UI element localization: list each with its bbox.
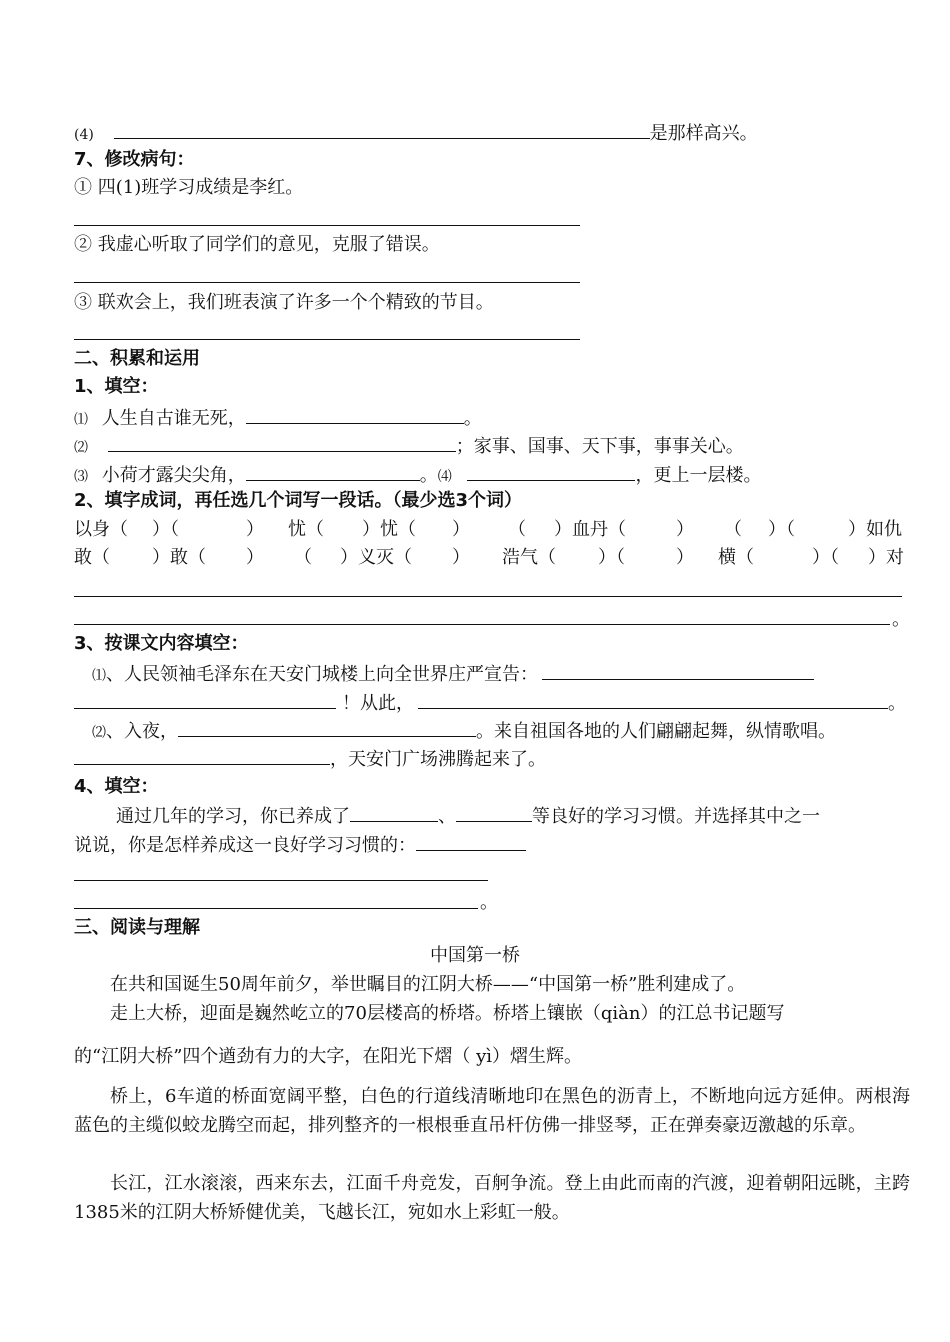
- fill1-heading: 1、填空：: [74, 376, 159, 397]
- q7-item-3: ③ 联欢会上，我们班表演了许多一个个精致的节目。: [74, 292, 494, 313]
- item-text-mid: 。: [419, 465, 438, 486]
- answer-line[interactable]: [74, 624, 890, 625]
- word-cell: 忧（: [288, 519, 324, 540]
- item-text: 说说，你是怎样养成这一良好学习习惯的：: [74, 835, 416, 856]
- answer-blank[interactable]: [416, 830, 526, 851]
- item-number: ⑵: [92, 725, 106, 741]
- q2-heading: 2、填字成词，再任选几个词写一段话。（最少选3个词）: [74, 490, 523, 511]
- item-text: 是那样高兴。: [649, 123, 758, 144]
- word-cell: 浩气（: [502, 547, 556, 568]
- item-text-end: 。: [888, 693, 906, 714]
- q3-para-1-cont: [74, 688, 906, 718]
- item-text: 。来自祖国各地的人们翩翩起舞，纵情歌唱。: [476, 721, 836, 742]
- item-number: ⑴: [92, 668, 106, 684]
- q4-line-2: [74, 830, 526, 860]
- item-number: ⑶: [74, 469, 88, 485]
- answer-blank[interactable]: [114, 118, 650, 139]
- item-number: ⑴: [74, 412, 88, 428]
- word-cell: ）对: [868, 547, 904, 568]
- answer-blank[interactable]: [456, 801, 532, 822]
- answer-line[interactable]: [74, 339, 580, 340]
- fill1-line-2: [74, 431, 744, 462]
- answer-blank[interactable]: [246, 403, 464, 424]
- q4-end-mark: 。: [480, 892, 498, 913]
- reading-paragraph-2a: 走上大桥，迎面是巍然屹立的70层楼高的桥塔。桥塔上镶嵌（qiàn）的江总书记题写: [110, 1003, 785, 1024]
- word-cell: ）: [452, 519, 470, 540]
- word-cell: ）如仇: [848, 519, 902, 540]
- word-cell: ）: [452, 547, 470, 568]
- item-text: ，天安门广场沸腾起来了。: [330, 749, 546, 770]
- answer-blank[interactable]: [108, 431, 456, 452]
- item-text: ，更上一层楼。: [635, 465, 762, 486]
- reading-paragraph-4: 长江，江水滚滚，西来东去，江面千舟竞发，百舸争流。登上由此而南的汽渡，迎着朝阳远眺，主跨1385米的江阴大桥矫健优美，飞越长江，宛如水上彩虹一般。: [74, 1173, 910, 1223]
- word-cell: （: [724, 519, 742, 540]
- item-number: ⑵: [74, 440, 88, 456]
- q4-line-1: [116, 801, 820, 831]
- word-cell: ）（: [812, 547, 839, 568]
- word-cell: ）（: [152, 519, 179, 540]
- answer-line[interactable]: [74, 880, 488, 881]
- word-cell: 敢（: [74, 547, 110, 568]
- reading-title: 中国第一桥: [430, 945, 520, 966]
- answer-blank[interactable]: [74, 744, 330, 765]
- word-cell: ）（: [768, 519, 795, 540]
- q4-heading: 4、填空：: [74, 776, 159, 797]
- q3-para-1: [92, 659, 814, 690]
- word-cell: 横（: [718, 547, 754, 568]
- word-cell: ）: [676, 547, 694, 568]
- word-cell: ）（: [598, 547, 625, 568]
- word-cell: （: [294, 547, 312, 568]
- answer-line[interactable]: [74, 596, 902, 597]
- answer-blank[interactable]: [246, 460, 420, 481]
- answer-line[interactable]: [74, 282, 580, 283]
- fill1-line-1: [74, 403, 482, 434]
- q3-para-2: [92, 716, 836, 747]
- section3-heading: 三、阅读与理解: [74, 917, 200, 938]
- word-cell: 以身（: [74, 519, 128, 540]
- q7-item-1: ① 四(1)班学习成绩是李红。: [74, 177, 304, 198]
- q2-end-mark: 。: [892, 609, 910, 630]
- reading-paragraph-1: 在共和国诞生50周年前夕，举世瞩目的江阴大桥——“中国第一桥”胜利建成了。: [110, 974, 746, 995]
- q3-para-2-cont: [74, 744, 546, 774]
- reading-paragraph-2b: 的“江阴大桥”四个遒劲有力的大字，在阳光下熠（ yì）熠生辉。: [74, 1046, 583, 1067]
- item-text: 小荷才露尖尖角，: [101, 465, 246, 486]
- item-text: 通过几年的学习，你已养成了: [116, 806, 350, 827]
- answer-line[interactable]: [74, 225, 580, 226]
- section2-heading: 二、积累和运用: [74, 348, 200, 369]
- word-cell: ）忧（: [362, 519, 416, 540]
- reading-paragraph-3: 桥上，6车道的桥面宽阔平整，白色的行道线清晰地印在黑色的沥青上，不断地向远方延伸。两根海蓝色的主缆似蛟龙腾空而起，排列整齐的一根根垂直吊杆仿佛一排竖琴，正在弹奏豪迈激越的乐章。: [74, 1086, 910, 1136]
- answer-blank[interactable]: [74, 688, 336, 709]
- item-text: 人生自古谁无死，: [101, 408, 246, 429]
- answer-blank[interactable]: [418, 688, 888, 709]
- item-text: ！从此，: [342, 693, 414, 714]
- word-cell: （: [508, 519, 526, 540]
- item-text: 等良好的学习习惯。并选择其中之一: [532, 806, 820, 827]
- word-cell: ）敢（: [152, 547, 206, 568]
- word-cell: ）: [246, 519, 264, 540]
- answer-blank[interactable]: [350, 801, 438, 822]
- q3-heading: 3、按课文内容填空：: [74, 633, 249, 654]
- item-text: 、: [438, 806, 456, 827]
- answer-line[interactable]: [74, 908, 478, 909]
- item-text: 、入夜，: [106, 721, 178, 742]
- answer-blank[interactable]: [467, 460, 635, 481]
- q6-item-4: [74, 118, 758, 149]
- item-number: ⑷: [437, 469, 452, 485]
- item-text-end: 。: [463, 408, 482, 429]
- answer-blank[interactable]: [542, 659, 814, 680]
- q7-heading: 7、修改病句：: [74, 149, 195, 170]
- word-cell: ）: [676, 519, 694, 540]
- word-cell: ）义灭（: [340, 547, 412, 568]
- word-cell: ）: [246, 547, 264, 568]
- item-number: (4): [74, 127, 94, 143]
- item-text: ；家事、国事、天下事，事事关心。: [455, 436, 744, 457]
- item-text: 、人民领袖毛泽东在天安门城楼上向全世界庄严宣告：: [106, 664, 538, 685]
- q7-item-2: ② 我虚心听取了同学们的意见，克服了错误。: [74, 234, 440, 255]
- word-cell: ）血丹（: [554, 519, 626, 540]
- answer-blank[interactable]: [178, 716, 476, 737]
